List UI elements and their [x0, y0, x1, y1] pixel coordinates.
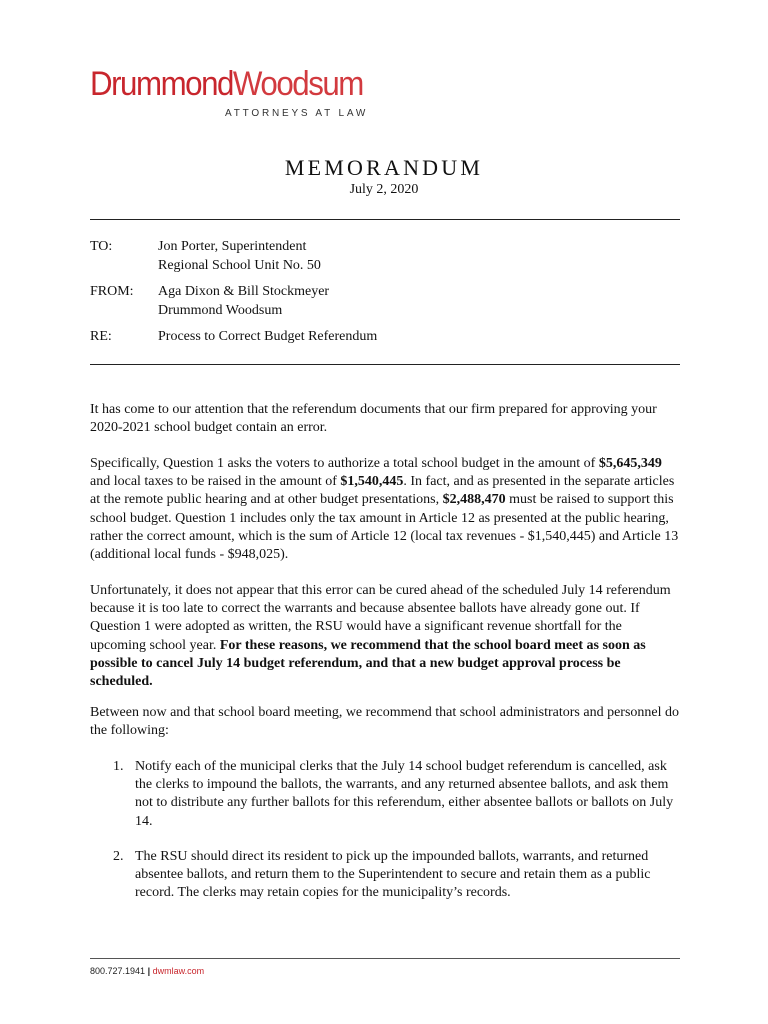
footer-website-link[interactable]: dwmlaw.com [152, 966, 205, 976]
list-item-text: The RSU should direct its resident to pick up the impounded ballots, warrants, and returned absentee ballots, and return them to the Superintendent to secure and retain them as a public record. The clerks may retain copies for the municipality’s records. [135, 849, 651, 901]
header-top-rule [90, 219, 680, 220]
footer-phone: 800.727.1941 [90, 966, 146, 976]
memo-title: MEMORANDUM [284, 155, 484, 180]
recommendation-text: For these reasons, we recommend that the school board meet as soon as possible to cancel July 14 budget referendum, and that a new budget approval process be scheduled. [90, 637, 646, 690]
p2-text-e: . In fact, and as presented in the separate articles at the remote public hearing and at other budget presentations, [90, 474, 675, 508]
to-line1: Jon Porter, Superintendent [158, 239, 307, 254]
footer-rule [90, 958, 680, 959]
firm-name-part2: Woodsum [232, 65, 363, 103]
to-line2: Regional School Unit No. 50 [158, 258, 321, 273]
list-item-text: Notify each of the municipal clerks that the July 14 school budget referendum is cancelled, ask the clerks to impound the ballots, the warrants, and any returned absentee ballots, and ask them not to distribute any further ballots for this referendum, either absentee ballots or ballots on July 14. [135, 759, 674, 829]
memo-date: July 2, 2020 [349, 182, 419, 197]
list-item-number: 2. [113, 849, 124, 864]
re-label: RE: [90, 329, 112, 344]
p2-text-a: Specifically, Question 1 asks the voters to authorize a total school budget in the amount of [90, 456, 599, 471]
paragraph-3 [90, 582, 680, 691]
firm-name [90, 66, 363, 102]
footer-separator: | [147, 966, 151, 976]
correct-amount: $2,488,470 [442, 492, 506, 508]
p3-text-a: Unfortunately, it does not appear that this error can be cured ahead of the scheduled July 14 referendum because it is too late to correct the warrants and because absentee ballots have already gone out. If Question 1 were adopted as written, the RSU would have a significant revenue shortfall for the upcoming school year. [90, 583, 671, 653]
paragraph-2 [90, 455, 680, 564]
firm-logo [90, 65, 387, 119]
page-footer [90, 966, 204, 976]
total-budget-amount: $5,645,349 [598, 456, 662, 471]
from-label: FROM: [90, 284, 134, 299]
list-item [113, 758, 680, 831]
p2-text-c: and local taxes to be raised in the amount of [90, 474, 341, 490]
paragraph-1: It has come to our attention that the referendum documents that our firm prepared for approving your 2020-2021 school budget contain an error. [90, 402, 657, 436]
list-item [113, 848, 680, 903]
p2-text-g: must be raised to support this school budget. Question 1 includes only the tax amount in Article 12 as presented at the public hearing, rather the correct amount, which is the sum of Article 12 (local tax revenues - $1,540,445) and Article 13 (additional local funds - $948,025). [90, 492, 679, 563]
paragraph-4: Between now and that school board meeting, we recommend that school administrators and personnel do the following: [90, 705, 680, 739]
local-tax-amount: $1,540,445 [340, 474, 404, 490]
to-label: TO: [90, 239, 113, 254]
re-line1: Process to Correct Budget Referendum [158, 329, 378, 344]
from-line2: Drummond Woodsum [158, 303, 283, 318]
header-bottom-rule [90, 364, 680, 365]
firm-tagline: ATTORNEYS AT LAW [225, 108, 369, 119]
from-line1: Aga Dixon & Bill Stockmeyer [158, 284, 330, 299]
list-item-number: 1. [113, 759, 124, 774]
firm-name-part1: Drummond [90, 65, 233, 103]
